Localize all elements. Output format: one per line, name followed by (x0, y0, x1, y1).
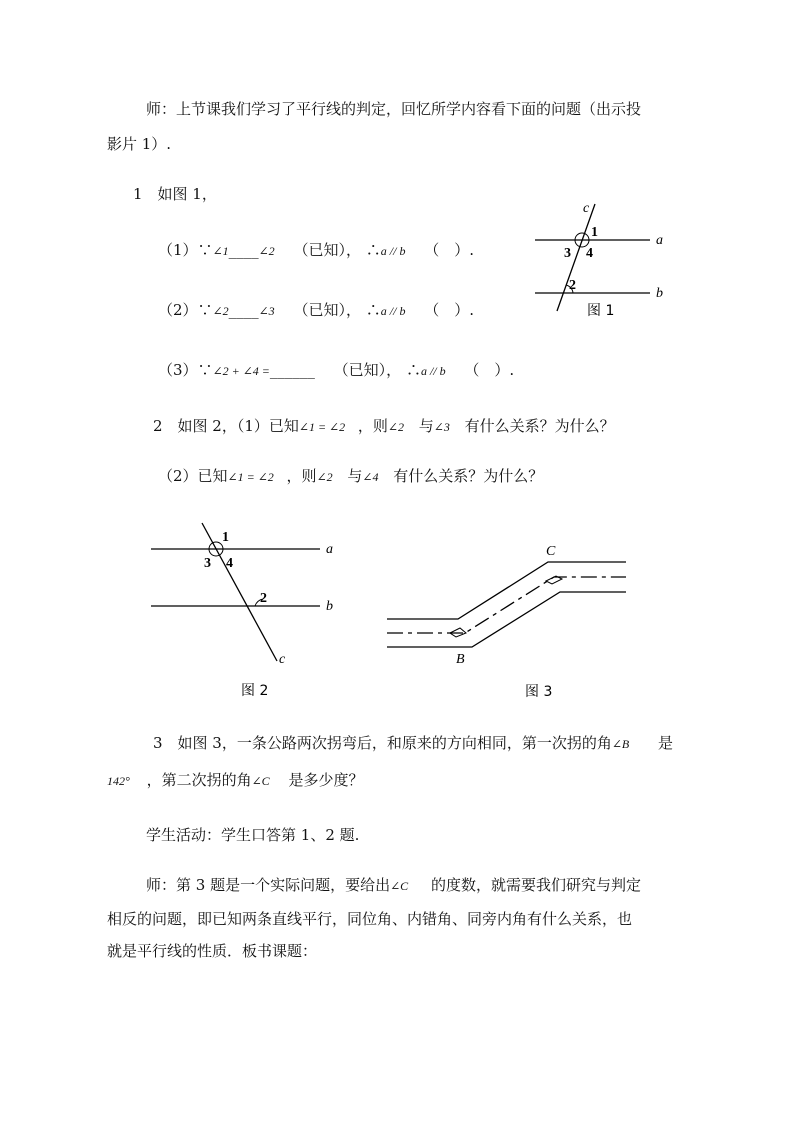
q1-item-2: （2）∵∠2____∠3 （已知）， ∴a // b （ ）. (158, 301, 475, 319)
fig2-caption: 图 2 (241, 683, 269, 699)
fig1-label-2: 2 (569, 278, 576, 293)
fig2-label-1: 1 (222, 530, 229, 545)
fig1-label-1: 1 (591, 225, 598, 240)
q1-item-1: （1）∵∠1____∠2 （已知）， ∴a // b （ ）. (158, 241, 475, 259)
fig3-caption: 图 3 (525, 684, 553, 700)
figure-2 (145, 515, 365, 705)
intro-line-1: 师：上节课我们学习了平行线的判定，回忆所学内容看下面的问题（出示投 (146, 100, 642, 118)
fig3-road-edge-top (387, 562, 626, 619)
fig2-label-b: b (326, 599, 333, 614)
fig1-label-c: c (583, 201, 590, 216)
fig1-label-a: a (656, 233, 663, 248)
fig2-label-2: 2 (260, 591, 267, 606)
intro-line-2: 影片 1）. (107, 135, 172, 153)
fig3-road-centerline (387, 577, 626, 633)
fig3-label-C: C (546, 544, 556, 559)
q2-line-1: 2 如图 2，（1）已知∠1 = ∠2 ，则∠2 与∠3 有什么关系？为什么？ (153, 417, 615, 435)
fig2-label-c: c (279, 652, 286, 667)
figure-1 (525, 198, 685, 318)
q1-heading: 1 如图 1， (133, 185, 217, 203)
fig1-label-4: 4 (586, 246, 593, 261)
figure-3 (384, 540, 644, 700)
fig1-caption: 图 1 (587, 303, 615, 319)
q1-item-3: （3）∵∠2 + ∠4 =______ （已知）， ∴a // b （ ）. (158, 361, 515, 379)
teacher-line-2: 相反的问题，即已知两条直线平行，同位角、内错角、同旁内角有什么关系，也 (107, 910, 633, 928)
fig3-label-B: B (456, 652, 465, 667)
fig2-label-a: a (326, 542, 333, 557)
student-activity: 学生活动：学生口答第 1、2 题. (146, 826, 360, 844)
fig1-label-b: b (656, 286, 663, 301)
fig2-label-4: 4 (226, 556, 233, 571)
fig1-label-3: 3 (564, 246, 571, 261)
q2-line-2: （2）已知∠1 = ∠2 ，则∠2 与∠4 有什么关系？为什么？ (158, 467, 544, 485)
teacher-line-1: 师：第 3 题是一个实际问题，要给出∠C 的度数，就需要我们研究与判定 (146, 876, 641, 894)
q3-line-1: 3 如图 3，一条公路两次拐弯后，和原来的方向相同，第一次拐的角∠B 是 (153, 734, 674, 752)
q3-line-2: 142° ，第二次拐的角∠C 是多少度？ (107, 771, 364, 789)
fig2-label-3: 3 (204, 556, 211, 571)
teacher-line-3: 就是平行线的性质．板书课题： (107, 942, 318, 960)
